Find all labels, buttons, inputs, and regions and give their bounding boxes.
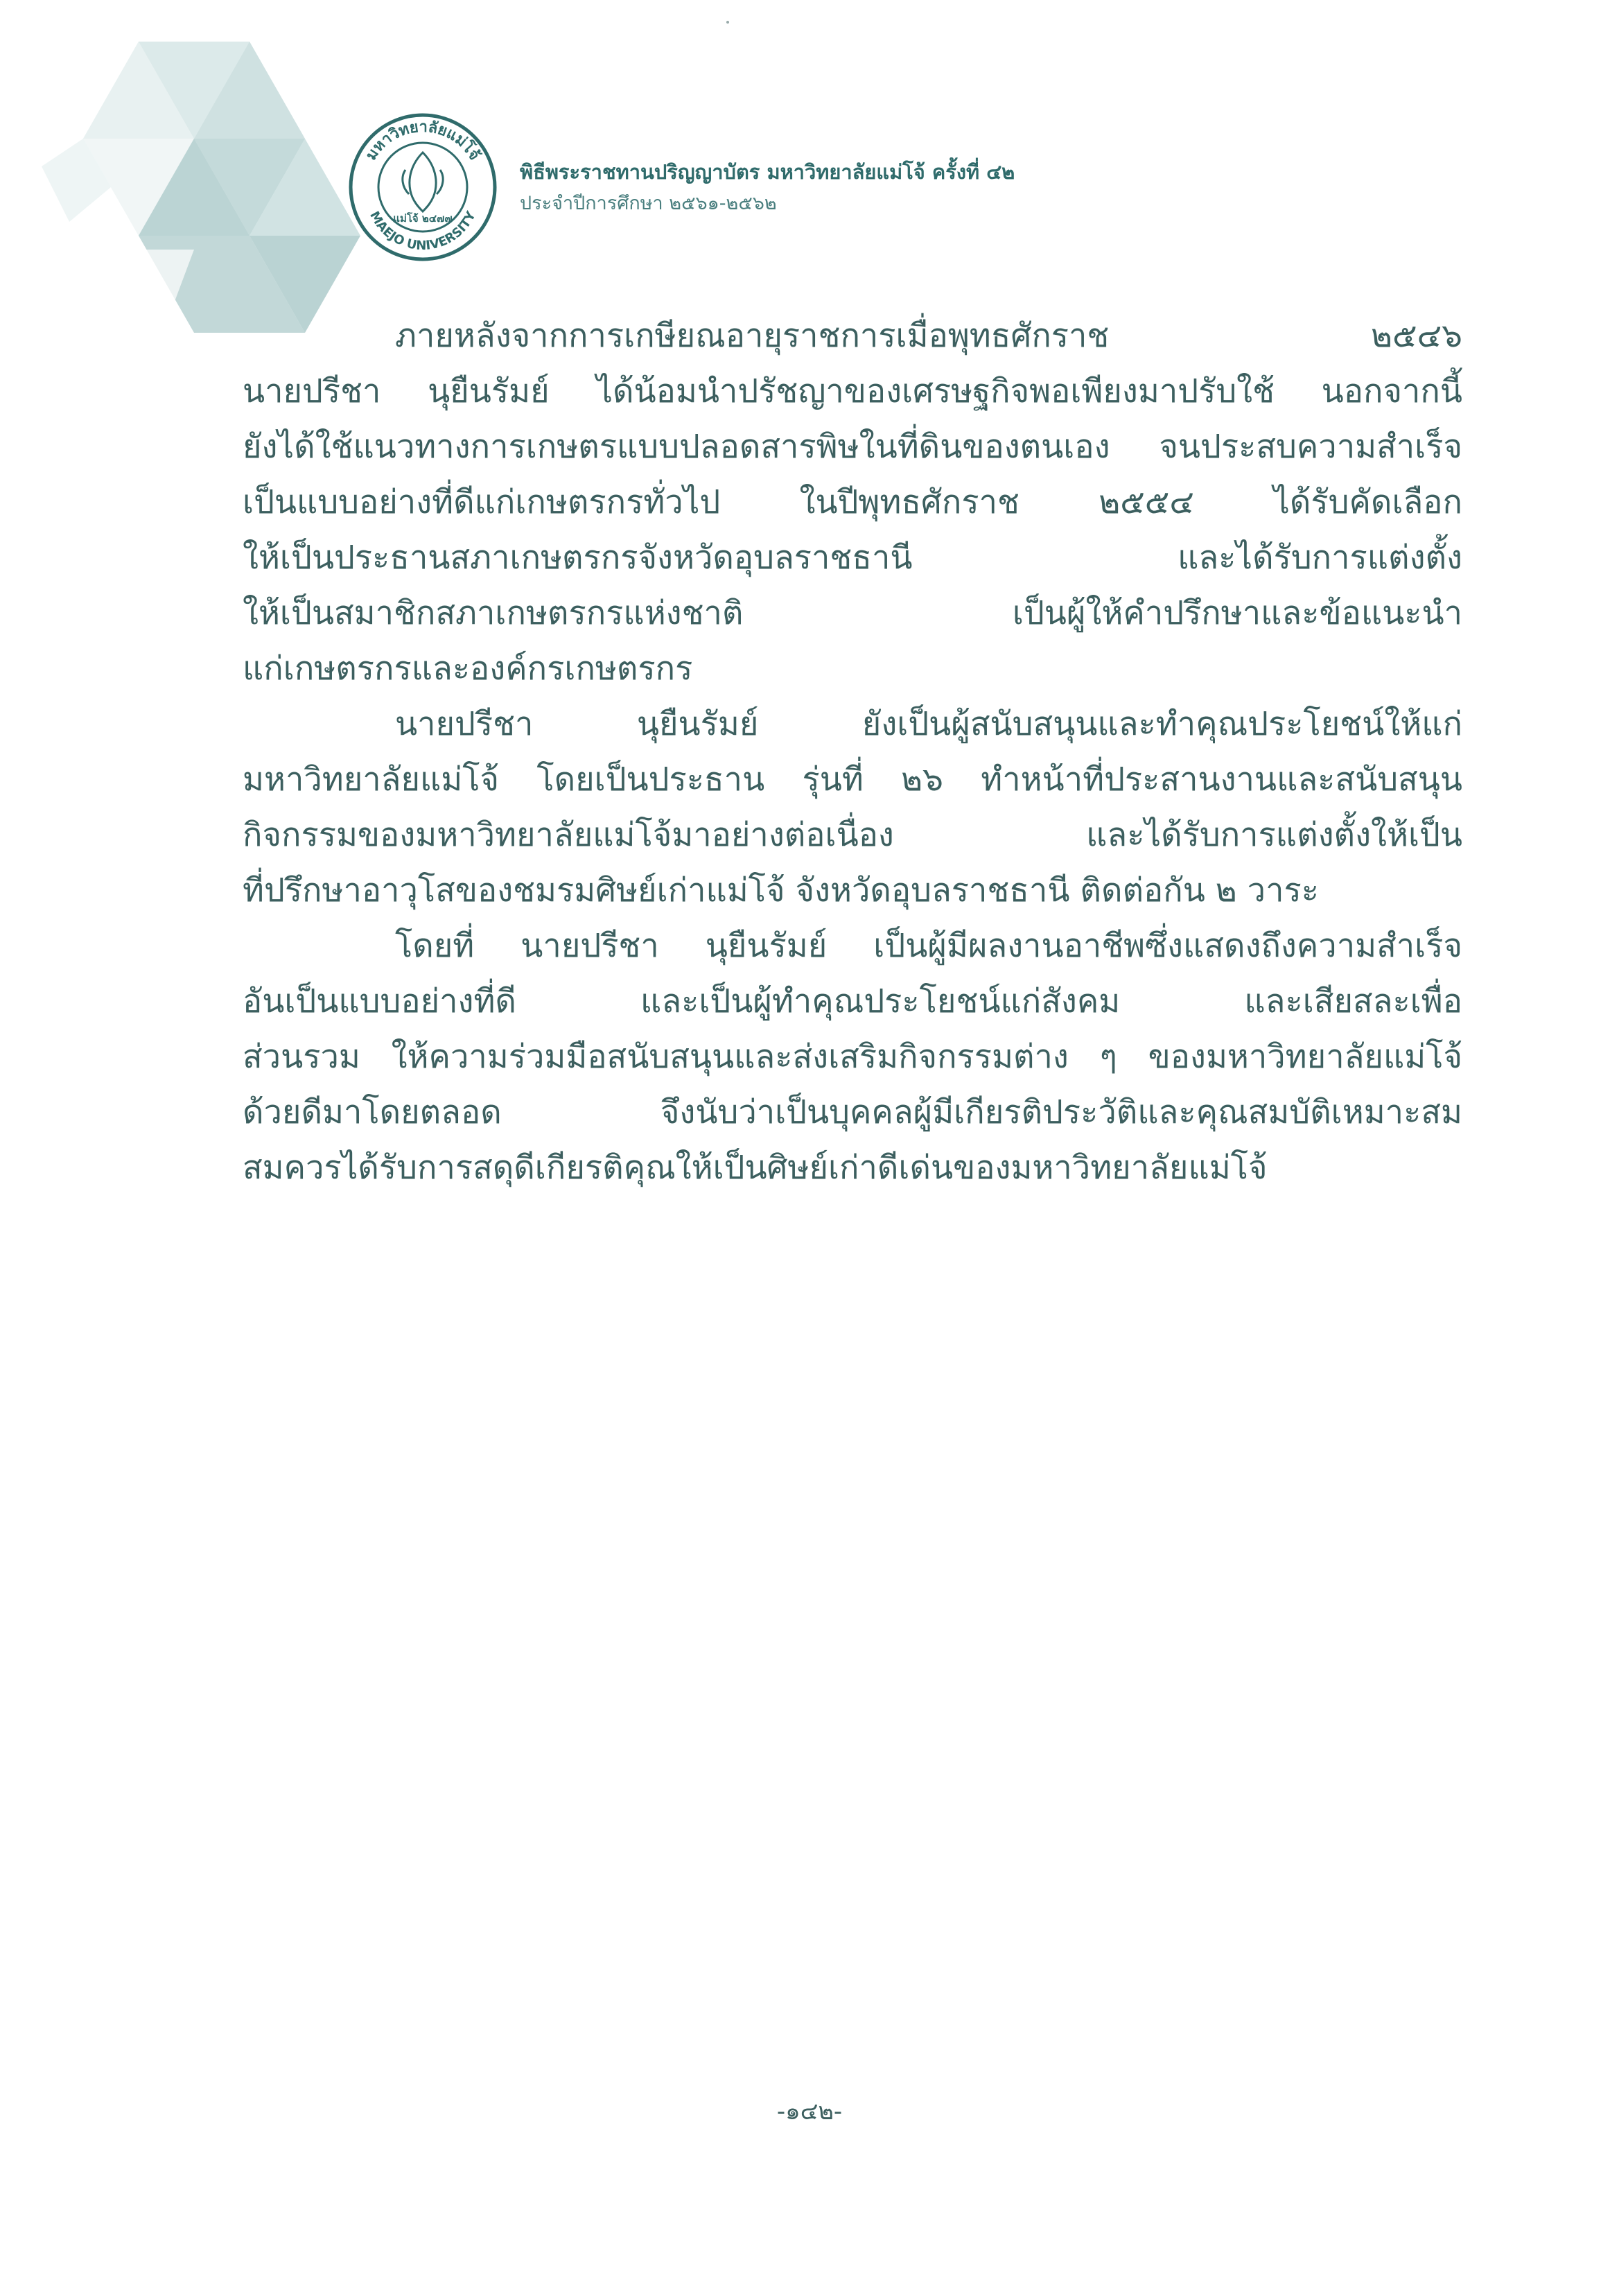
text-line: นายปรีชา นุยืนรัมย์ ยังเป็นผู้สนับสนุนและทำคุณประโยชน์ให้แก่ xyxy=(395,705,1462,743)
paragraph-3 xyxy=(243,919,1462,1196)
seal-bottom-text: MAEJO UNIVERSITY xyxy=(367,209,479,254)
text-line: ให้เป็นประธานสภาเกษตรกรจังหวัดอุบลราชธานี และได้รับการแต่งตั้ง xyxy=(243,539,1462,577)
seal-top-text: มหาวิทยาลัยแม่โจ้ xyxy=(362,118,484,164)
hexagon-decoration-icon xyxy=(42,42,374,333)
scan-dot xyxy=(726,21,729,24)
document-body xyxy=(243,308,1462,1196)
text-line: เป็นแบบอย่างที่ดีแก่เกษตรกรทั่วไป ในปีพุทธศักราช ๒๕๕๔ ได้รับคัดเลือก xyxy=(243,483,1462,521)
text-line: ด้วยดีมาโดยตลอด จึงนับว่าเป็นบุคคลผู้มีเกียรติประวัติและคุณสมบัติเหมาะสม xyxy=(243,1093,1462,1131)
text-line: ที่ปรึกษาอาวุโสของชมรมศิษย์เก่าแม่โจ้ จังหวัดอุบลราชธานี ติดต่อกัน ๒ วาระ xyxy=(243,871,1319,910)
document-header xyxy=(520,158,1015,218)
svg-text:มหาวิทยาลัยแม่โจ้ xyxy=(362,119,483,164)
text-line: แก่เกษตรกรและองค์กรเกษตรกร xyxy=(243,650,693,688)
text-line: ภายหลังจากการเกษียณอายุราชการเมื่อพุทธศักราช ๒๕๔๖ xyxy=(395,317,1462,355)
text-line: นายปรีชา นุยืนรัมย์ ได้น้อมนำปรัชญาของเศรษฐกิจพอเพียงมาปรับใช้ นอกจากนี้ xyxy=(243,372,1462,410)
text-line: ให้เป็นสมาชิกสภาเกษตรกรแห่งชาติ เป็นผู้ให้คำปรึกษาและข้อแนะนำ xyxy=(243,594,1462,632)
text-line: ยังได้ใช้แนวทางการเกษตรแบบปลอดสารพิษในที่ดินของตนเอง จนประสบความสำเร็จ xyxy=(243,428,1462,466)
text-line: กิจกรรมของมหาวิทยาลัยแม่โจ้มาอย่างต่อเนื่อง และได้รับการแต่งตั้งให้เป็น xyxy=(243,816,1462,854)
paragraph-1 xyxy=(243,308,1462,697)
text-line: อันเป็นแบบอย่างที่ดี และเป็นผู้ทำคุณประโยชน์แก่สังคม และเสียสละเพื่อ xyxy=(243,982,1462,1020)
paragraph-2 xyxy=(243,697,1462,919)
ceremony-title: พิธีพระราชทานปริญญาบัตร มหาวิทยาลัยแม่โจ้ ครั้งที่ ๔๒ xyxy=(520,160,1015,184)
text-line: โดยที่ นายปรีชา นุยืนรัมย์ เป็นผู้มีผลงานอาชีพซึ่งแสดงถึงความสำเร็จ xyxy=(395,927,1462,965)
page-number: -๑๔๒- xyxy=(776,2098,843,2125)
academic-year: ประจำปีการศึกษา ๒๕๖๑-๒๕๖๒ xyxy=(520,193,777,214)
seal-center-text: แม่โจ้ ๒๔๗๗ xyxy=(393,212,453,225)
text-line: มหาวิทยาลัยแม่โจ้ โดยเป็นประธาน รุ่นที่ ๒๖ ทำหน้าที่ประสานงานและสนับสนุน xyxy=(243,760,1462,799)
text-line: สมควรได้รับการสดุดีเกียรติคุณให้เป็นศิษย์เก่าดีเด่นของมหาวิทยาลัยแม่โจ้ xyxy=(243,1149,1268,1187)
university-seal-logo xyxy=(347,111,499,263)
text-line: ส่วนรวม ให้ความร่วมมือสนับสนุนและส่งเสริมกิจกรรมต่าง ๆ ของมหาวิทยาลัยแม่โจ้ xyxy=(243,1038,1462,1076)
